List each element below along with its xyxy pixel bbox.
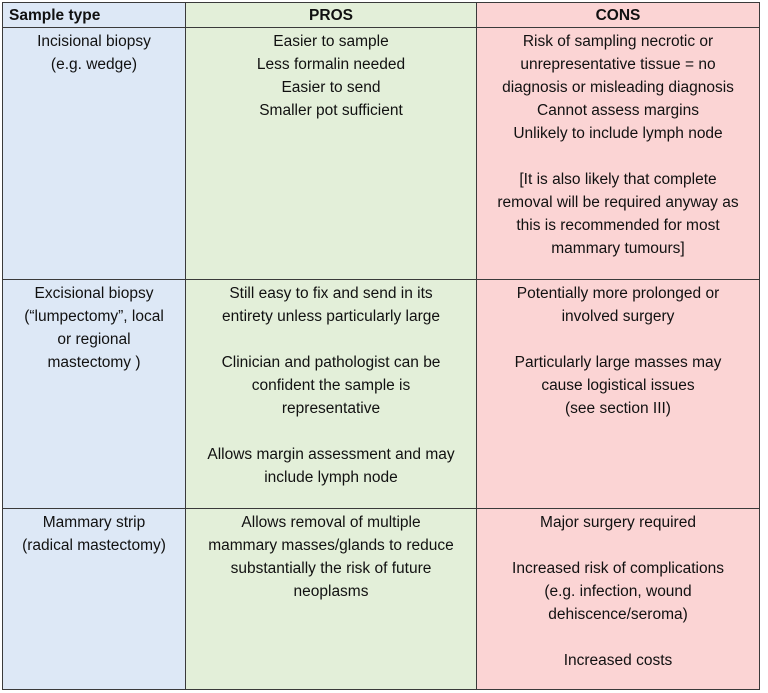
cell-line: (e.g. infection, wound: [544, 583, 692, 600]
table-row: [3, 509, 760, 690]
sample-type-cell: [3, 28, 186, 280]
cell-line: Potentially more prolonged or: [516, 285, 720, 302]
cell-line: dehiscence/seroma): [548, 606, 688, 623]
cell-line: Easier to send: [281, 79, 381, 96]
cell-line: entirety unless particularly large: [222, 308, 440, 325]
table-row: [3, 28, 760, 280]
cell-line: [It is also likely that complete: [519, 171, 717, 188]
cell-line: Clinician and pathologist can be: [221, 354, 441, 371]
cell-line: Smaller pot sufficient: [259, 102, 403, 119]
line-gap: [192, 328, 470, 351]
cons-cell: [477, 28, 760, 280]
cell-line: Risk of sampling necrotic or: [522, 33, 714, 50]
sample-type-cell: [3, 509, 186, 690]
line-gap: [192, 420, 470, 443]
cell-line: Allows margin assessment and may: [207, 446, 455, 463]
line-gap: [483, 328, 753, 351]
cell-line: Particularly large masses may: [514, 354, 722, 371]
pros-cell: [186, 280, 477, 509]
cell-line: Still easy to fix and send in its: [229, 285, 433, 302]
cell-line: neoplasms: [293, 583, 369, 600]
cell-line: (e.g. wedge): [50, 56, 138, 73]
sample-type-table: [2, 2, 760, 690]
cell-line: this is recommended for most: [516, 217, 720, 234]
cell-line: substantially the risk of future: [230, 560, 432, 577]
cell-line: removal will be required anyway as: [497, 194, 739, 211]
cell-line: (radical mastectomy): [22, 537, 166, 554]
line-gap: [483, 145, 753, 168]
cons-cell: [477, 280, 760, 509]
cell-line: mammary tumours]: [551, 240, 685, 257]
table-row: [3, 280, 760, 509]
cell-line: unrepresentative tissue = no: [520, 56, 716, 73]
cell-line: Incisional biopsy: [37, 33, 151, 50]
sample-type-cell: [3, 280, 186, 509]
cell-line: Allows removal of multiple: [241, 514, 421, 531]
cell-line: diagnosis or misleading diagnosis: [502, 79, 734, 96]
cell-line: Less formalin needed: [256, 56, 406, 73]
cell-line: Major surgery required: [540, 514, 696, 531]
cell-line: mastectomy ): [47, 354, 141, 371]
cell-line: Easier to sample: [273, 33, 389, 50]
cons-cell: [477, 509, 760, 690]
cell-line: or regional: [57, 331, 131, 348]
header-row: [3, 3, 760, 28]
line-gap: [483, 534, 753, 557]
cell-line: confident the sample is: [251, 377, 411, 394]
header-pros: PROS: [186, 3, 477, 28]
cell-line: include lymph node: [264, 469, 398, 486]
cell-line: representative: [281, 400, 381, 417]
cell-line: cause logistical issues: [541, 377, 695, 394]
cell-line: Excisional biopsy: [34, 285, 154, 302]
cell-line: Increased costs: [563, 652, 673, 669]
cell-line: involved surgery: [561, 308, 675, 325]
cell-line: Cannot assess margins: [537, 102, 699, 119]
pros-cell: [186, 509, 477, 690]
cell-line: Increased risk of complications: [512, 560, 724, 577]
cell-line: mammary masses/glands to reduce: [208, 537, 454, 554]
header-sample-type: Sample type: [3, 3, 186, 28]
line-gap: [483, 626, 753, 649]
cell-line: (“lumpectomy”, local: [24, 308, 164, 325]
pros-cell: [186, 28, 477, 280]
cell-line: (see section III): [565, 400, 671, 417]
cell-line: Mammary strip: [42, 514, 146, 531]
cell-line: Unlikely to include lymph node: [513, 125, 723, 142]
header-cons: CONS: [477, 3, 760, 28]
